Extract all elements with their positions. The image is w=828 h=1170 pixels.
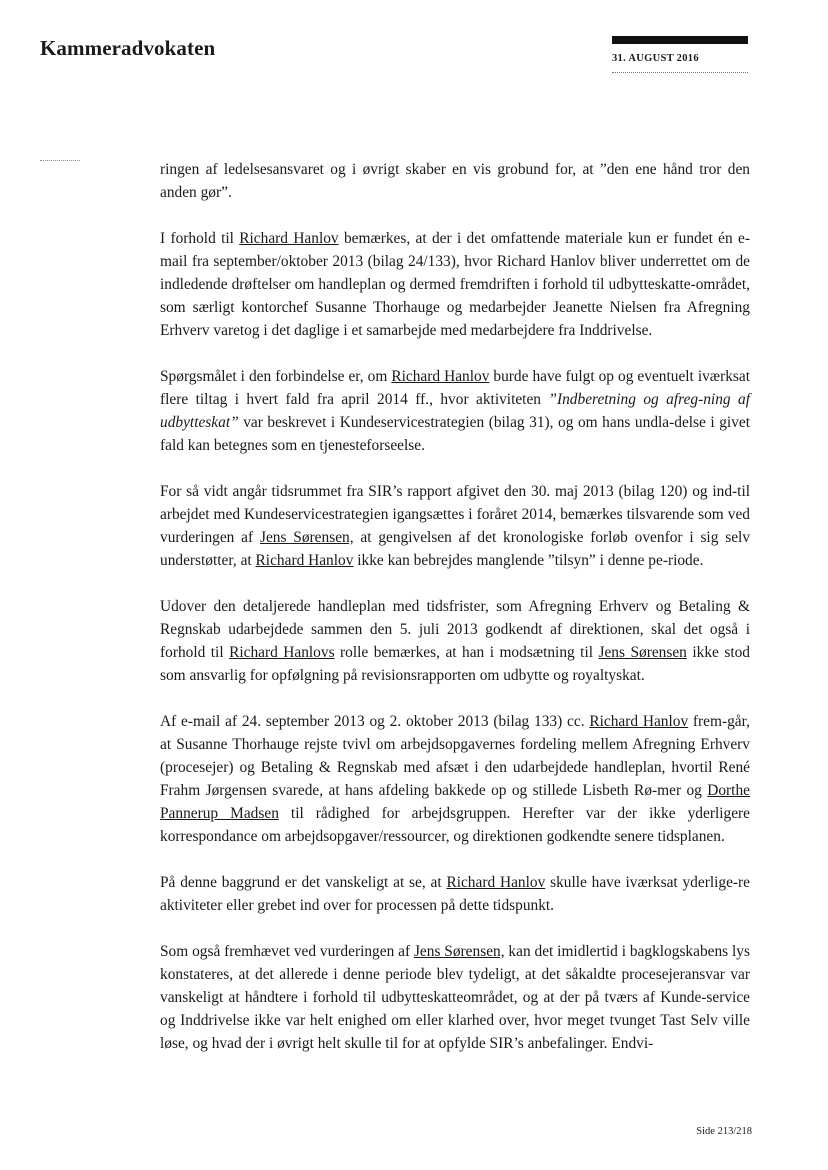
paragraph <box>160 227 750 342</box>
paragraph <box>160 365 750 457</box>
underlined-name: Jens Sørensen, <box>259 529 354 546</box>
paragraph <box>160 940 750 1055</box>
underlined-name: Richard Hanlov <box>239 230 339 247</box>
margin-mark <box>40 160 80 161</box>
text-run: For så vidt angår tidsrummet fra SIR’s rapport afgivet den 30. maj 2013 (bilag 120) og ind-til arbejdet med Kundeservicestrategien igangsættes i foråret 2014, bemærkes tilsvarende som ved vurderingen af <box>160 483 750 546</box>
logo: Kammeradvokaten <box>40 36 216 60</box>
text-run: bemærkes, at der i det omfattende materiale kun er fundet én e-mail fra september/oktober 2013 (bilag 24/133), hvor Richard Hanlov bliver underrettet om de indledende drøftelser om handleplan og dermed fremdriften i forhold til udbytteskatte-området, som særligt kontorchef Susanne Thorhauge og medarbejder Jeanette Nielsen fra Afregning Erhverv varetog i det daglige i et samarbejde med medarbejdere fra Inddrivelse. <box>160 230 750 339</box>
text-run: til rådighed for arbejdsgruppen. Herefter var der ikke yderligere korrespondance om arbejdsopgaver/ressourcer, og direktionen godkendte senere tidsplanen. <box>160 805 750 845</box>
paragraph <box>160 595 750 687</box>
underlined-name: Richard Hanlov <box>589 713 689 730</box>
text-run: burde have fulgt op og eventuelt iværksat flere tiltag i hvert fald fra april 2014 ff., hvor aktiviteten <box>160 368 750 408</box>
body-text <box>160 158 750 1078</box>
text-run: rolle bemærkes, at han i modsætning til <box>334 644 599 661</box>
paragraph <box>160 871 750 917</box>
document-date: 31. AUGUST 2016 <box>612 53 699 64</box>
text-run: var beskrevet i Kundeservicestrategien (bilag 31), og om hans undla-delse i givet fald kan betegnes som en tjenesteforseelse. <box>160 414 750 454</box>
underlined-name: Jens Sørensen, <box>413 943 505 960</box>
text-run: På denne baggrund er det vanskeligt at se, at <box>160 874 447 891</box>
underlined-name: Richard Hanlov <box>255 552 354 569</box>
text-run: kan det imidlertid i bagklogskabens lys konstateres, at det allerede i denne periode blev tydeligt, at det såkaldte procesejeransvar var vanskeligt at håndtere i forhold til udbytteskatteområdet, og at der på tværs af Kunde-service og Inddrivelse ikke var helt enighed om eller klarhed over, hvor meget tvunget Tast Selv ville løse, og hvad der i øvrigt helt skulle til for at opfylde SIR’s anbefalinger. Endvi- <box>160 943 750 1052</box>
header-rule <box>612 72 748 73</box>
text-run: at gengivelsen af det kronologiske forløb ovenfor i sig selv understøtter, at <box>160 529 751 569</box>
text-run: ringen af ledelsesansvaret og i øvrigt skaber en vis grobund for, at ”den ene hånd tror den anden gør”. <box>160 161 750 201</box>
text-run: ikke kan bebrejdes manglende ”tilsyn” i denne pe-riode. <box>353 552 704 569</box>
underlined-name: Dorthe Pannerup Madsen <box>160 782 750 822</box>
underlined-name: Richard Hanlov <box>391 368 490 385</box>
text-run: Spørgsmålet i den forbindelse er, om <box>160 368 392 385</box>
header-bar <box>612 36 748 44</box>
text-run: ikke stod som ansvarlig for opfølgning på revisionsrapporten om udbytte og royaltyskat. <box>160 644 750 684</box>
page-number: Side 213/218 <box>696 1126 752 1137</box>
italic-quote: ”Indberetning og afreg-ning af udbytteskat” <box>160 391 751 431</box>
underlined-name: Richard Hanlovs <box>229 644 335 661</box>
underlined-name: Jens Sørensen <box>598 644 687 661</box>
underlined-name: Richard Hanlov <box>446 874 546 891</box>
text-run: Som også fremhævet ved vurderingen af <box>160 943 414 960</box>
text-run: Af e-mail af 24. september 2013 og 2. oktober 2013 (bilag 133) cc. <box>160 713 590 730</box>
paragraph <box>160 710 750 848</box>
text-run: I forhold til <box>160 230 240 247</box>
paragraph <box>160 158 750 204</box>
text-run: Udover den detaljerede handleplan med tidsfrister, som Afregning Erhverv og Betaling & Regnskab udarbejdede sammen den 5. juli 2013 godkendt af direktionen, skal det også i forhold til <box>160 598 750 661</box>
paragraph <box>160 480 750 572</box>
text-run: skulle have iværksat yderlige-re aktiviteter eller grebet ind over for processen på dette tidspunkt. <box>160 874 750 914</box>
text-run: frem-går, at Susanne Thorhauge rejste tvivl om arbejdsopgavernes fordeling mellem Afregning Erhverv (procesejer) og Betaling & Regnskab med afsæt i den udarbejdede handleplan, hvortil René Frahm Jørgensen svarede, at hans afdeling bakkede op og stillede Lisbeth Rø-mer og <box>160 713 750 799</box>
